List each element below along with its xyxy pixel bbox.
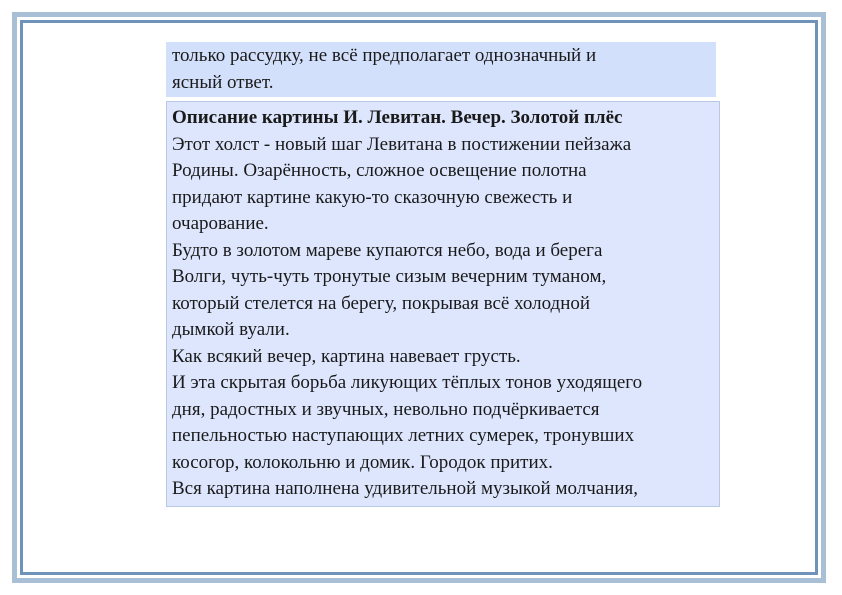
text-line: дымкой вуали. — [172, 319, 290, 340]
text-line: дня, радостных и звучных, невольно подчёркивается — [172, 398, 600, 420]
text-line: Как всякий вечер, картина навевает грусть. — [172, 345, 521, 367]
description-title: Описание картины И. Левитан. Вечер. Золотой плёс — [172, 107, 623, 128]
text-line: косогор, колокольню и домик. Городок притих. — [172, 451, 553, 473]
text-line: пепельностью наступающих летних сумерек, тронувших — [172, 425, 635, 446]
text-line: придают картине какую-то сказочную свежесть и — [172, 186, 573, 208]
text-line: Вся картина наполнена удивительной музыкой молчания, — [172, 478, 639, 499]
text-line: Родины. Озарённость, сложное освещение полотна — [172, 160, 587, 181]
text-line: И эта скрытая борьба ликующих тёплых тонов уходящего — [172, 372, 643, 393]
text-line: Будто в золотом мареве купаются небо, вода и берега — [172, 239, 603, 261]
text-line: очарование. — [172, 213, 269, 234]
text-line: Волги, чуть-чуть тронутые сизым вечерним туманом, — [172, 266, 607, 287]
previous-text-block — [166, 42, 716, 97]
text-line: который стелется на берегу, покрывая всё холодной — [172, 292, 591, 314]
painting-description-block — [166, 101, 720, 507]
text-line: только рассудку, не всё предполагает однозначный и — [172, 45, 597, 66]
text-line: ясный ответ. — [172, 71, 274, 93]
text-line: Этот холст - новый шаг Левитана в постижении пейзажа — [172, 133, 632, 155]
